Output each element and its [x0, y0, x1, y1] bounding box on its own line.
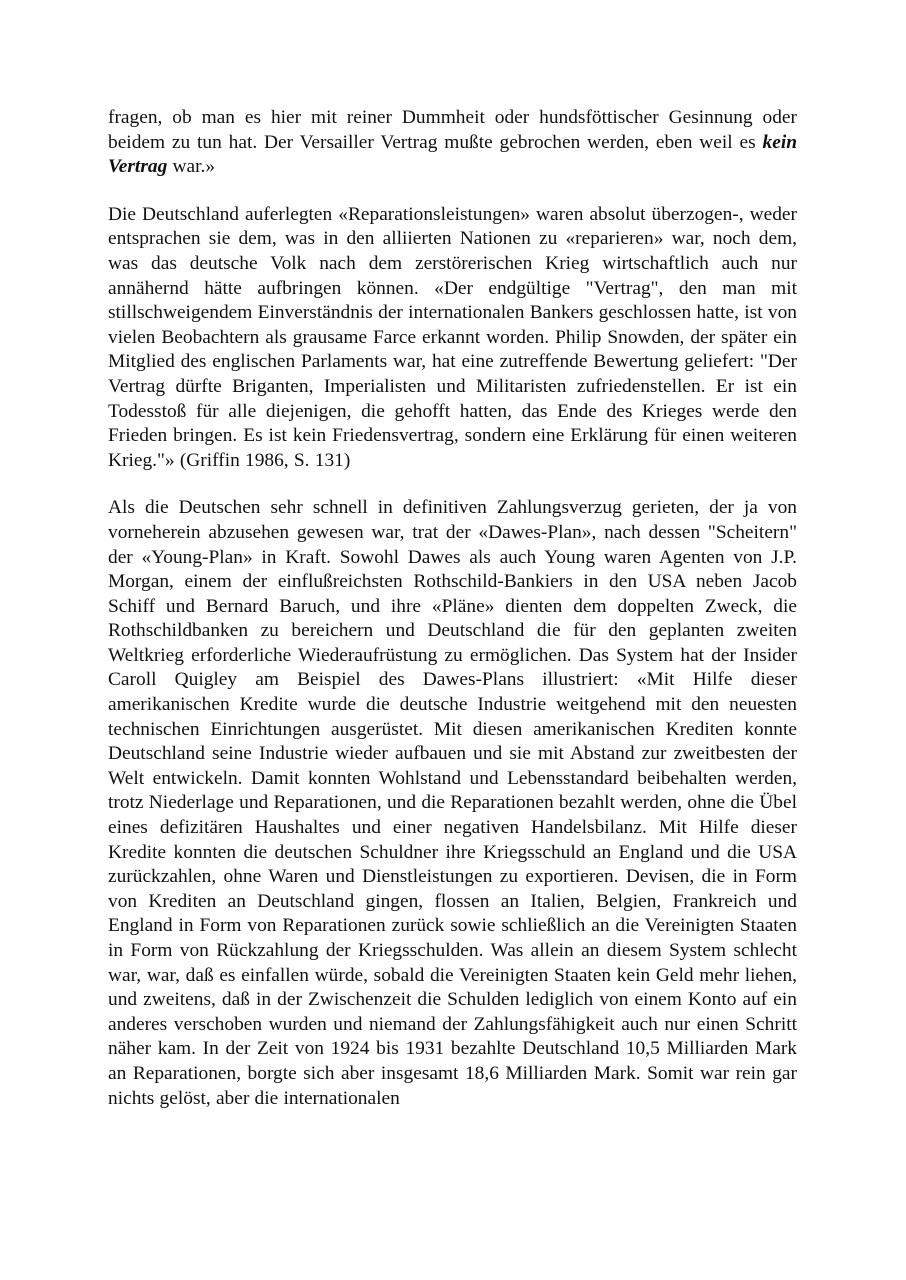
paragraph — [108, 106, 797, 180]
text-run: Die Deutschland auferlegten «Reparationsleistungen» waren absolut überzogen-, weder entsprachen sie dem, was in den alliierten Nationen zu «reparieren» war, noch dem, was das deutsche Volk nach dem zerstörerischen Krieg wirtschaftlich auch nur annähernd hätte aufbringen können. «Der endgültige "Vertrag", den man mit stillschweigendem Einverständnis der internationalen Bankers geschlossen hatte, ist von vielen Beobachtern als grausame Farce erkannt worden. Philip Snowden, der später ein Mitglied des englischen Parlaments war, hat eine zutreffende Bewertung geliefert: "Der Vertrag dürfte Briganten, Imperialisten und Militaristen zufriedenstellen. Er ist ein Todesstoß für alle diejenigen, die gehofft hatten, das Ende des Krieges werde den Frieden bringen. Es ist kein Friedensvertrag, sondern eine Erklärung für einen weiteren Krieg."» (Griffin 1986, S. 131) — [108, 203, 797, 471]
text-run: fragen, ob man es hier mit reiner Dummheit oder hundsföttischer Gesinnung oder beidem zu tun hat. Der Versailler Vertrag mußte gebrochen werden, eben weil es — [108, 107, 797, 153]
paragraph — [108, 203, 797, 474]
document-body — [108, 106, 797, 1111]
text-run: war.» — [167, 156, 216, 178]
paragraph — [108, 496, 797, 1111]
emphasis-text: kein Vertrag — [108, 131, 797, 178]
text-run: Als die Deutschen sehr schnell in definitiven Zahlungsverzug gerieten, der ja von vorneherein abzusehen gewesen war, trat der «Dawes-Plan», nach dessen "Scheitern" der «Young-Plan» in Kraft. Sowohl Dawes als auch Young waren Agenten von J.P. Morgan, einem der einflußreichsten Rothschild-Bankiers in den USA neben Jacob Schiff und Bernard Baruch, und ihre «Pläne» dienten dem doppelten Zweck, die Rothschildbanken zu bereichern und Deutschland die für den geplanten zweiten Weltkrieg erforderliche Wiederaufrüstung zu ermöglichen. Das System hat der Insider Caroll Quigley am Beispiel des Dawes-Plans illustriert: «Mit Hilfe dieser amerikanischen Kredite wurde die deutsche Industrie weitgehend mit den neuesten technischen Einrichtungen ausgerüstet. Mit diesen amerikanischen Krediten konnte Deutschland seine Industrie wieder aufbauen und sie mit Abstand zur zweitbesten der Welt entwickeln. Damit konnten Wohlstand und Lebensstandard beibehalten werden, trotz Niederlage und Reparationen, und die Reparationen bezahlt werden, ohne die Übel eines defizitären Haushaltes und einer negativen Handelsbilanz. Mit Hilfe dieser Kredite konnten die deutschen Schuldner ihre Kriegsschuld an England und die USA zurückzahlen, ohne Waren und Dienstleistungen zu exportieren. Devisen, die in Form von Krediten an Deutschland gingen, flossen an Italien, Belgien, Frankreich und England in Form von Reparationen zurück sowie schließlich an die Vereinigten Staaten in Form von Rückzahlung der Kriegsschulden. Was allein an diesem System schlecht war, war, daß es einfallen würde, sobald die Vereinigten Staaten kein Geld mehr liehen, und zweitens, daß in der Zwischenzeit die Schulden lediglich von einem Konto auf ein anderes verschoben wurden und niemand der Zahlungsfähigkeit auch nur einen Schritt näher kam. In der Zeit von 1924 bis 1931 bezahlte Deutschland 10,5 Milliarden Mark an Reparationen, borgte sich aber insgesamt 18,6 Milliarden Mark. Somit war rein gar nichts gelöst, aber die internationalen — [108, 497, 797, 1109]
